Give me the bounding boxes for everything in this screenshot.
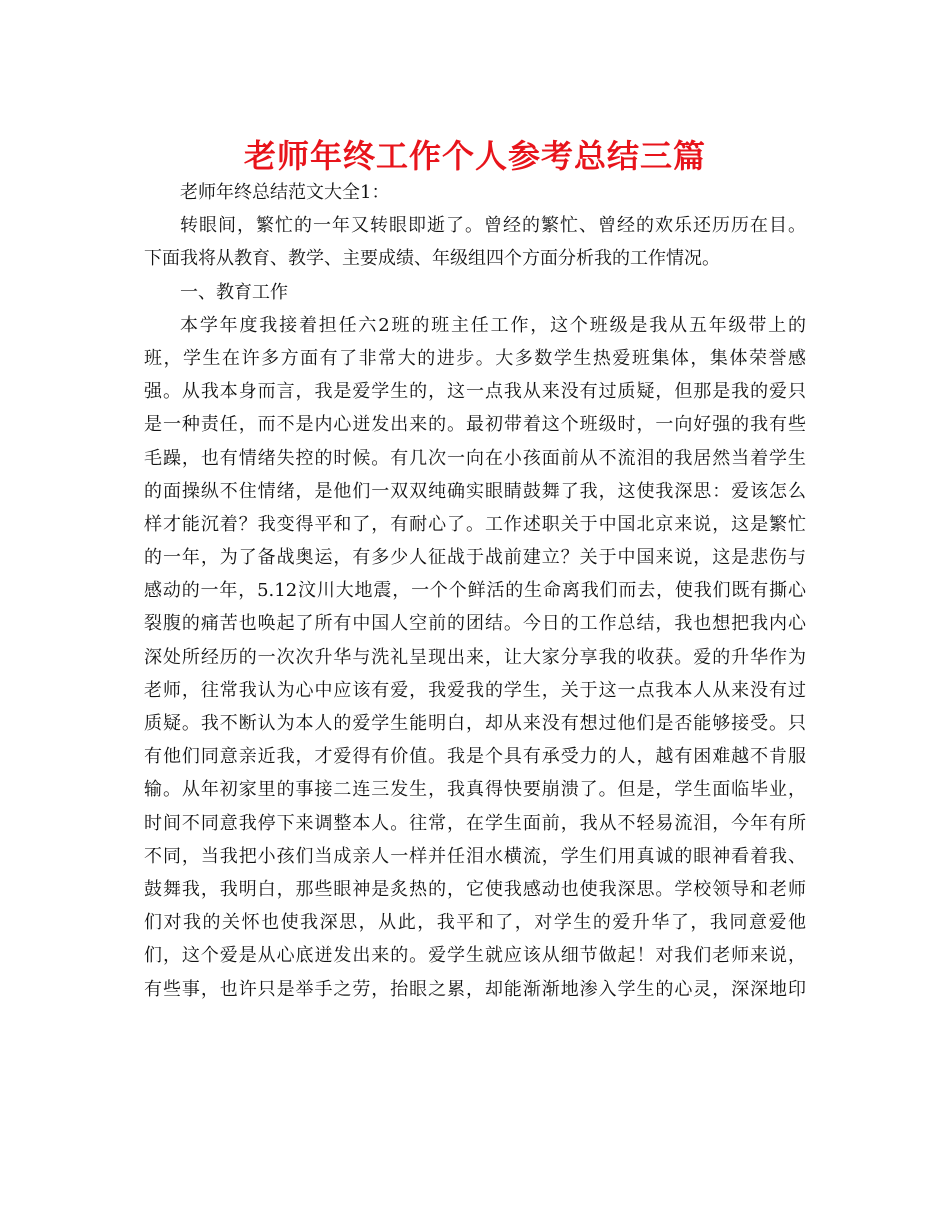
paragraph-line: 有他们同意亲近我，才爱得有价值。我是个具有承受力的人，越有困难越不肯服 [144, 746, 806, 768]
paragraph-line: 本学年度我接着担任六2班的班主任工作，这个班级是我从五年级带上的 [180, 314, 806, 336]
section-heading: 老师年终总结范文大全1： [180, 182, 390, 203]
paragraph-line: 下面我将从教育、教学、主要成绩、年级组四个方面分析我的工作情况。 [144, 248, 720, 270]
document-title: 老师年终工作个人参考总结三篇 [243, 137, 706, 175]
paragraph-line: 深处所经历的一次次升华与洗礼呈现出来，让大家分享我的收获。爱的升华作为 [144, 646, 806, 668]
paragraph-line: 的面操纵不住情绪，是他们一双双纯确实眼睛鼓舞了我，这使我深思：爱该怎么 [144, 480, 806, 502]
paragraph-line: 时间不同意我停下来调整本人。往常，在学生面前，我从不轻易流泪，今年有所 [144, 812, 806, 834]
paragraph-line: 是一种责任，而不是内心迸发出来的。最初带着这个班级时，一向好强的我有些 [144, 414, 806, 436]
paragraph-line: 老师，往常我认为心中应该有爱，我爱我的学生，关于这一点我本人从来没有过 [144, 679, 806, 701]
paragraph-line: 样才能沉着？我变得平和了，有耐心了。工作述职关于中国北京来说，这是繁忙 [144, 513, 806, 535]
paragraph-line: 班，学生在许多方面有了非常大的进步。大多数学生热爱班集体，集体荣誉感 [144, 347, 806, 369]
paragraph-line: 裂腹的痛苦也唤起了所有中国人空前的团结。今日的工作总结，我也想把我内心 [144, 613, 806, 635]
paragraph-line: 鼓舞我，我明白，那些眼神是炙热的，它使我感动也使我深思。学校领导和老师 [144, 878, 806, 900]
paragraph-line: 转眼间，繁忙的一年又转眼即逝了。曾经的繁忙、曾经的欢乐还历历在目。 [180, 215, 806, 237]
paragraph-line: 的一年，为了备战奥运，有多少人征战于战前建立？关于中国来说，这是悲伤与 [144, 547, 806, 569]
paragraph-line: 毛躁，也有情绪失控的时候。有几次一向在小孩面前从不流泪的我居然当着学生 [144, 447, 806, 469]
paragraph-line: 们，这个爱是从心底迸发出来的。爱学生就应该从细节做起！对我们老师来说， [144, 945, 806, 967]
paragraph-line: 强。从我本身而言，我是爱学生的，这一点我从来没有过质疑，但那是我的爱只 [144, 381, 806, 403]
paragraph-line: 们对我的关怀也使我深思，从此，我平和了，对学生的爱升华了，我同意爱他 [144, 912, 806, 934]
paragraph-line: 质疑。我不断认为本人的爱学生能明白，却从来没有想过他们是否能够接受。只 [144, 713, 806, 734]
paragraph-line: 不同，当我把小孩们当成亲人一样并任泪水横流，学生们用真诚的眼神看着我、 [144, 845, 806, 867]
paragraph-line: 感动的一年，5.12汶川大地震，一个个鲜活的生命离我们而去，使我们既有撕心 [144, 580, 806, 602]
document-body [144, 176, 806, 1006]
section-heading: 一、教育工作 [180, 281, 288, 303]
paragraph-line: 有些事，也许只是举手之劳，抬眼之累，却能渐渐地渗入学生的心灵，深深地印 [144, 978, 806, 1000]
paragraph-line: 输。从年初家里的事接二连三发生，我真得快要崩溃了。但是，学生面临毕业， [144, 779, 806, 801]
